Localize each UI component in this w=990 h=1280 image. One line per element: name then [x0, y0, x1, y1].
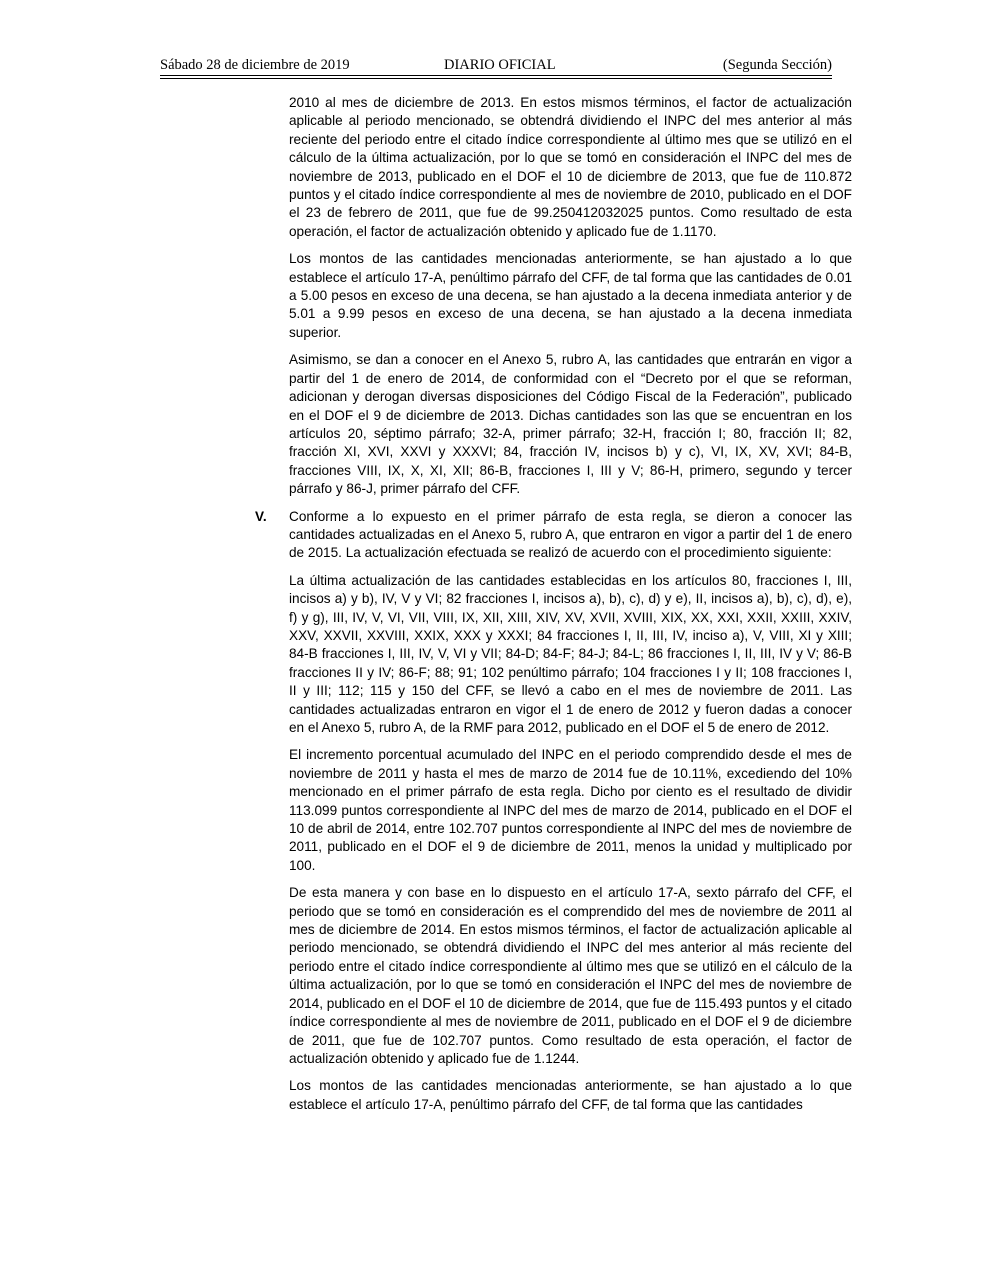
document-body [255, 94, 852, 1123]
item-number: V. [255, 508, 267, 524]
paragraph: Asimismo, se dan a conocer en el Anexo 5, rubro A, las cantidades que entrarán en vigor a partir del 1 de enero de 2014, de conformidad con el “Decreto por el que se reforman, adicionan y derogan diversas disposiciones del Código Fiscal de la Federación”, publicado en el DOF el 9 de diciembre de 2013. Dichas cantidades son las que se encuentran en los artículos 20, séptimo párrafo; 32-A, primer párrafo; 32-H, fracción I; 80, fracción II; 82, fracción XI, XVI, XXVI y XXXVI; 84, fracción IV, incisos b) y c), VI, IX, XV, XVI; 84-B, fracciones VIII, IX, X, XI, XII; 86-B, fracciones I, III y V; 86-H, primero, segundo y tercer párrafo y 86-J, primer párrafo del CFF. [289, 352, 852, 497]
header-rule-bottom [160, 78, 832, 79]
header-section: (Segunda Sección) [722, 57, 832, 73]
header-date: Sábado 28 de diciembre de 2019 [160, 57, 350, 73]
paragraph: Los montos de las cantidades mencionadas anteriormente, se han ajustado a lo que establece el artículo 17-A, penúltimo párrafo del CFF, de tal forma que las cantidades de 0.01 a 5.00 pesos en exceso de una decena, se han ajustado a la decena inmediata anterior y de 5.01 a 9.99 pesos en exceso de una decena, se han ajustado a la decena inmediata superior. [289, 251, 852, 340]
page-header [160, 57, 832, 77]
header-title: DIARIO OFICIAL [444, 57, 556, 73]
paragraph: Conforme a lo expuesto en el primer párrafo de esta regla, se dieron a conocer las cantidades actualizadas en el Anexo 5, rubro A, que entraron en vigor a partir del 1 de enero de 2015. La actualización efectuada se realizó de acuerdo con el procedimiento siguiente: [289, 508, 852, 561]
header-rule-top [160, 75, 832, 76]
paragraph: El incremento porcentual acumulado del INPC en el periodo comprendido desde el mes de noviembre de 2011 y hasta el mes de marzo de 2014 fue de 10.11%, excediendo del 10% mencionado en el primer párrafo de esta regla. Dicho por ciento es el resultado de dividir 113.099 puntos correspondiente al INPC del mes de marzo de 2014, publicado en el DOF el 10 de abril de 2014, entre 102.707 puntos correspondiente al INPC del mes de noviembre de 2011, publicado en el DOF el 9 de diciembre de 2011, menos la unidad y multiplicado por 100. [289, 747, 852, 873]
item-v [255, 508, 852, 563]
paragraph: Los montos de las cantidades mencionadas anteriormente, se han ajustado a lo que establece el artículo 17-A, penúltimo párrafo del CFF, de tal forma que las cantidades [289, 1078, 852, 1112]
paragraph: La última actualización de las cantidades establecidas en los artículos 80, fracciones I, III, incisos a) y b), IV, V y VI; 82 fracciones I, incisos a), b), c), d) y e), II, incisos a), b), c), d), e), f) y g), III, IV, V, VI, VII, VIII, IX, XII, XIII, XIV, XV, XVII, XVIII, XIX, XX, XXI, XXII, XXIII, XXIV, XXV, XXVII, XXVIII, XXIX, XXX y XXXI; 84 fracciones I, II, III, IV, inciso a), V, VIII, XI y XIII; 84-B fracciones I, III, IV, V, VI y VII; 84-D; 84-F; 84-J; 84-L; 86 fracciones I, II, III, IV y V; 86-B fracciones II y IV; 86-F; 88; 91; 102 penúltimo párrafo; 104 fracciones I y II; 108 fracciones I, II y III; 112; 115 y 150 del CFF, se llevó a cabo en el mes de noviembre de 2011. Las cantidades actualizadas entraron en vigor el 1 de enero de 2012 y fueron dadas a conocer en el Anexo 5, rubro A, de la RMF para 2012, publicado en el DOF el 5 de enero de 2012. [289, 572, 852, 735]
paragraph: 2010 al mes de diciembre de 2013. En estos mismos términos, el factor de actualización aplicable al periodo mencionado, se obtendrá dividiendo el INPC del mes anterior al más reciente del periodo entre el citado índice correspondiente al último mes que se utilizó en el cálculo de la última actualización, por lo que se tomó en consideración el INPC del mes de noviembre de 2013, publicado en el DOF el 10 de diciembre de 2013, que fue de 110.872 puntos y el citado índice correspondiente al mes de noviembre de 2010, publicado en el DOF el 23 de febrero de 2011, que fue de 99.250412032025 puntos. Como resultado de esta operación, el factor de actualización obtenido y aplicado fue de 1.1170. [289, 95, 852, 239]
paragraph: De esta manera y con base en lo dispuesto en el artículo 17-A, sexto párrafo del CFF, el periodo que se tomó en consideración es el comprendido del mes de noviembre de 2011 al mes de diciembre de 2014. En estos mismos términos, el factor de actualización aplicable al periodo mencionado, se obtendrá dividiendo el INPC del mes anterior al más reciente del periodo entre el citado índice correspondiente al último mes que se utilizó en el cálculo de la última actualización, por lo que se tomó en consideración el INPC del mes de noviembre de 2014, publicado en el DOF el 10 de diciembre de 2014, que fue de 115.493 puntos y el citado índice correspondiente al mes de noviembre de 2011, publicado en el DOF el 9 de diciembre de 2011, que fue de 102.707 puntos. Como resultado de esta operación, el factor de actualización obtenido y aplicado fue de 1.1244. [289, 885, 852, 1066]
